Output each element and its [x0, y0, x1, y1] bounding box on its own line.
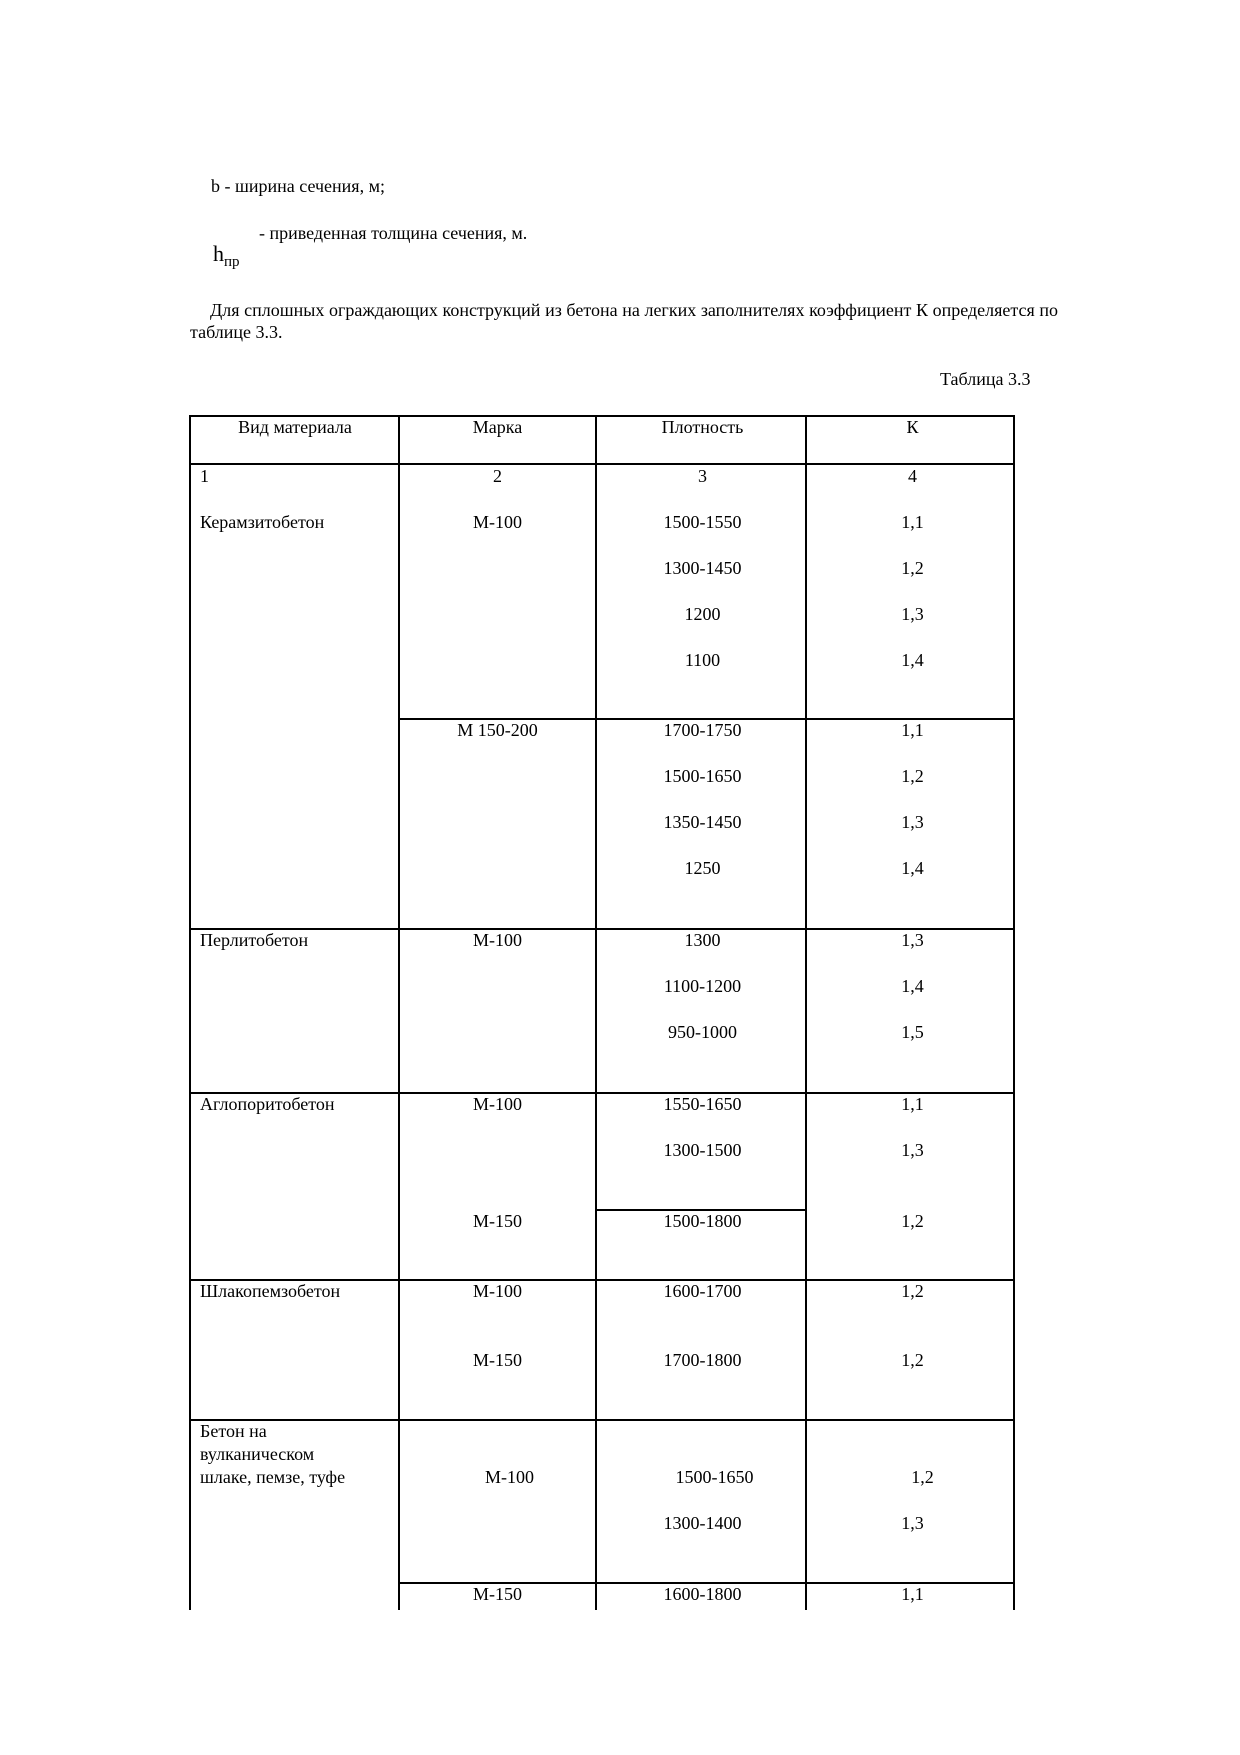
material-cell: Аглопоритобетон — [200, 1094, 335, 1114]
definition-b: b - ширина сечения, м; — [211, 176, 385, 196]
density-cell: 1700-1800 — [663, 1350, 742, 1370]
density-cell: 1500-1800 — [663, 1211, 742, 1231]
density-cell: 1600-1700 — [663, 1281, 742, 1301]
density-cell: 1100 — [684, 650, 721, 670]
material-cell-line: Бетон на — [200, 1421, 267, 1441]
density-cell: 1100-1200 — [663, 976, 742, 996]
definition-h: - приведенная толщина сечения, м. — [259, 223, 528, 243]
mark-cell: М-100 — [473, 1094, 522, 1114]
density-cell: 1700-1750 — [663, 720, 742, 740]
k-cell: 1,3 — [901, 1140, 924, 1160]
header-mark: Марка — [472, 417, 523, 437]
density-cell: 1300-1450 — [663, 558, 742, 578]
mark-cell: М-150 — [473, 1211, 522, 1231]
header-density: Плотность — [661, 417, 744, 437]
k-cell: 1,5 — [901, 1022, 924, 1042]
k-cell: 1,2 — [911, 1467, 934, 1487]
k-cell: 1,1 — [901, 720, 924, 740]
table-caption: Таблица 3.3 — [940, 369, 1031, 389]
k-cell: 1,4 — [901, 858, 924, 878]
density-cell: 1300-1400 — [663, 1513, 742, 1533]
density-cell: 1500-1650 — [675, 1467, 754, 1487]
density-cell: 1550-1650 — [663, 1094, 742, 1114]
k-cell: 1,3 — [901, 930, 924, 950]
h-pr-symbol — [213, 243, 240, 273]
intro-paragraph: Для сплошных ограждающих конструкций из бетона на легких заполнителях коэффициент К определяется по таблице 3.3. — [190, 300, 1058, 342]
material-cell-line: вулканическом — [200, 1444, 315, 1464]
k-cell: 1,2 — [901, 1281, 924, 1301]
density-cell: 1300-1500 — [663, 1140, 742, 1160]
k-cell: 1,1 — [901, 1584, 924, 1604]
k-cell: 1,4 — [901, 976, 924, 996]
material-cell-line: шлаке, пемзе, туфе — [200, 1467, 346, 1487]
material-cell: Керамзитобетон — [200, 512, 325, 532]
k-cell: 1,3 — [901, 1513, 924, 1533]
header-k: К — [906, 417, 919, 437]
col-number: 3 — [698, 466, 707, 486]
k-cell: 1,2 — [901, 1350, 924, 1370]
h-symbol-subscript: пр — [224, 254, 240, 270]
mark-cell: М-100 — [473, 512, 522, 532]
density-cell: 1350-1450 — [663, 812, 742, 832]
mark-cell: М-100 — [473, 1281, 522, 1301]
density-cell: 1250 — [684, 858, 721, 878]
density-cell: 1600-1800 — [663, 1584, 742, 1604]
k-cell: 1,3 — [901, 604, 924, 624]
k-cell: 1,1 — [901, 1094, 924, 1114]
density-cell: 1500-1650 — [663, 766, 742, 786]
h-symbol-letter: h — [213, 241, 224, 266]
col-number: 1 — [200, 466, 209, 486]
mark-cell: М-150 — [473, 1350, 522, 1370]
k-cell: 1,3 — [901, 812, 924, 832]
k-cell: 1,2 — [901, 1211, 924, 1231]
density-cell: 950-1000 — [668, 1022, 737, 1042]
mark-cell: М-100 — [485, 1467, 534, 1487]
density-cell: 1500-1550 — [663, 512, 742, 532]
k-cell: 1,2 — [901, 766, 924, 786]
density-cell: 1300 — [684, 930, 721, 950]
mark-cell: М-100 — [473, 930, 522, 950]
k-cell: 1,2 — [901, 558, 924, 578]
material-cell: Перлитобетон — [200, 930, 309, 950]
col-number: 4 — [908, 466, 917, 486]
k-cell: 1,1 — [901, 512, 924, 532]
k-cell: 1,4 — [901, 650, 924, 670]
mark-cell: М-150 — [473, 1584, 522, 1604]
col-number: 2 — [493, 466, 502, 486]
header-material: Вид материала — [238, 417, 352, 437]
density-cell: 1200 — [684, 604, 721, 624]
material-cell: Шлакопемзобетон — [200, 1281, 341, 1301]
mark-cell: М 150-200 — [457, 720, 538, 740]
